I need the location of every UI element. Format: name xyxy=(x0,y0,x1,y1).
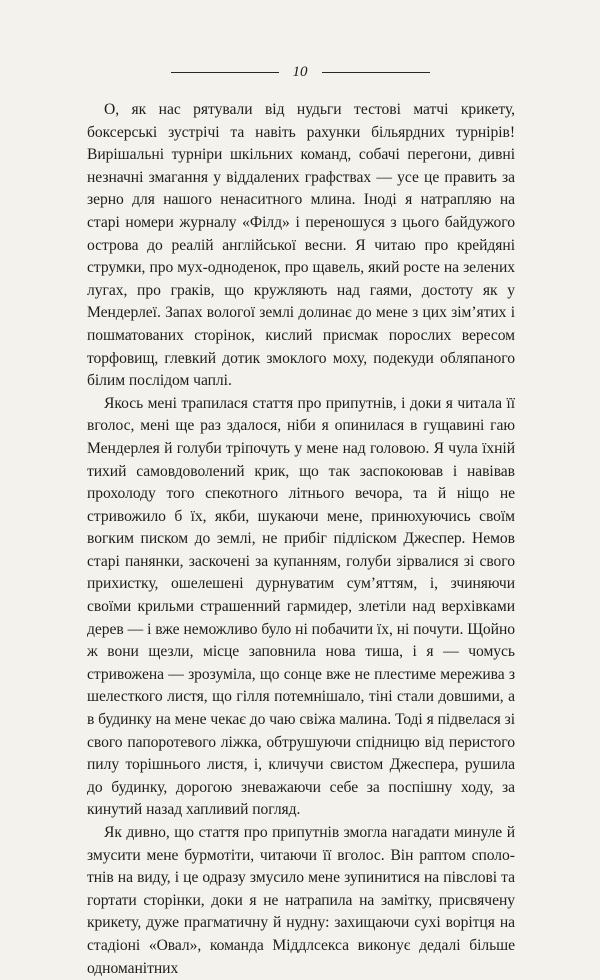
header-rule-right xyxy=(322,72,430,73)
paragraph-3: Як дивно, що стаття про припутнів змогла нагадати минуле й змусити мене бурмотіти, читаючи її вголос. Він раптом сполотнів на виду, і це одразу змусило мене зупинитися на півслові та гортати сторінки, доки я не натрапила на замітку, присвячену крикету, дуже прагматичну й нудну: захищаючи сухі ворітця на стадіоні «Овал», команда Міддлсекса виконує дедалі більше одноманітних xyxy=(87,824,515,977)
header-rule-left xyxy=(171,72,279,73)
paragraph-2: Якось мені трапилася стаття про припутнів, і доки я читала її вголос, мені ще раз здалося, ніби я опинилася в гущавині гаю Мендерлея й голуби тріпочуть у мене над головою. Я чула їхній тихий самовдоволений крик, що так заспокоював і навівав прохолоду того спекотного літнього вечора, та й ніщо не стривожило б їх, якби, шукаючи мене, принюхуючись своїм вогким писком до землі, не прибіг підліском Джеспер. Немов старі панянки, заскочені за купанням, голуби зірвалися зі свого прихистку, ошелешені дурнуватим сум’яттям, і, зчиняючи своїми крильми страшенний гармидер, злетіли над верхівками дерев — і вже неможливо було ні побачити їх, ні почути. Щойно ж вони щезли, місце заповнила нова тиша, і я — чомусь стривожена — зрозуміла, що сонце вже не плестиме мережива з шелесткого листя, що гілля потемнішало, тіні стали довшими, а в будинку на мене чекає до чаю свіжа малина. Тоді я підвелася зі свого папоротевого ліжка, обтрушуючи спідницю від перистого пилу торішнього листя, і, кличучи свистом Джеспера, рушила до будинку, дорогою зневажаючи себе за поспішну ходу, за кинутий назад хапливий погляд. xyxy=(87,394,515,819)
page-number: 10 xyxy=(292,64,308,80)
body-text xyxy=(87,99,515,980)
running-head xyxy=(0,62,600,82)
paragraph-1: О, як нас рятували від нудьги тестові матчі крикету, боксерські зустрічі та навіть рахунки більярдних турнірів! Вирішальні турніри шкільних команд, собачі перегони, дивні незначні змагання у віддалених графствах — усе це править за зерно для нашого ненаситного млина. Іноді я натрапляю на старі номери журналу «Філд» і переношуся з цього байдужого острова до реалій англійської весни. Я читаю про крейдяні струмки, про мух-одноденок, про щавель, який росте на зелених лугах, про граків, що кружляють над гаями, достоту як у Мендерлеї. Запах вологої землі долинає до мене з цих зім’ятих і пошматованих сторінок, кислий присмак порослих вересом торфовищ, глевкий дотик змоклого моху, подекуди обляпаного білим послідом чаплі. xyxy=(87,101,515,390)
